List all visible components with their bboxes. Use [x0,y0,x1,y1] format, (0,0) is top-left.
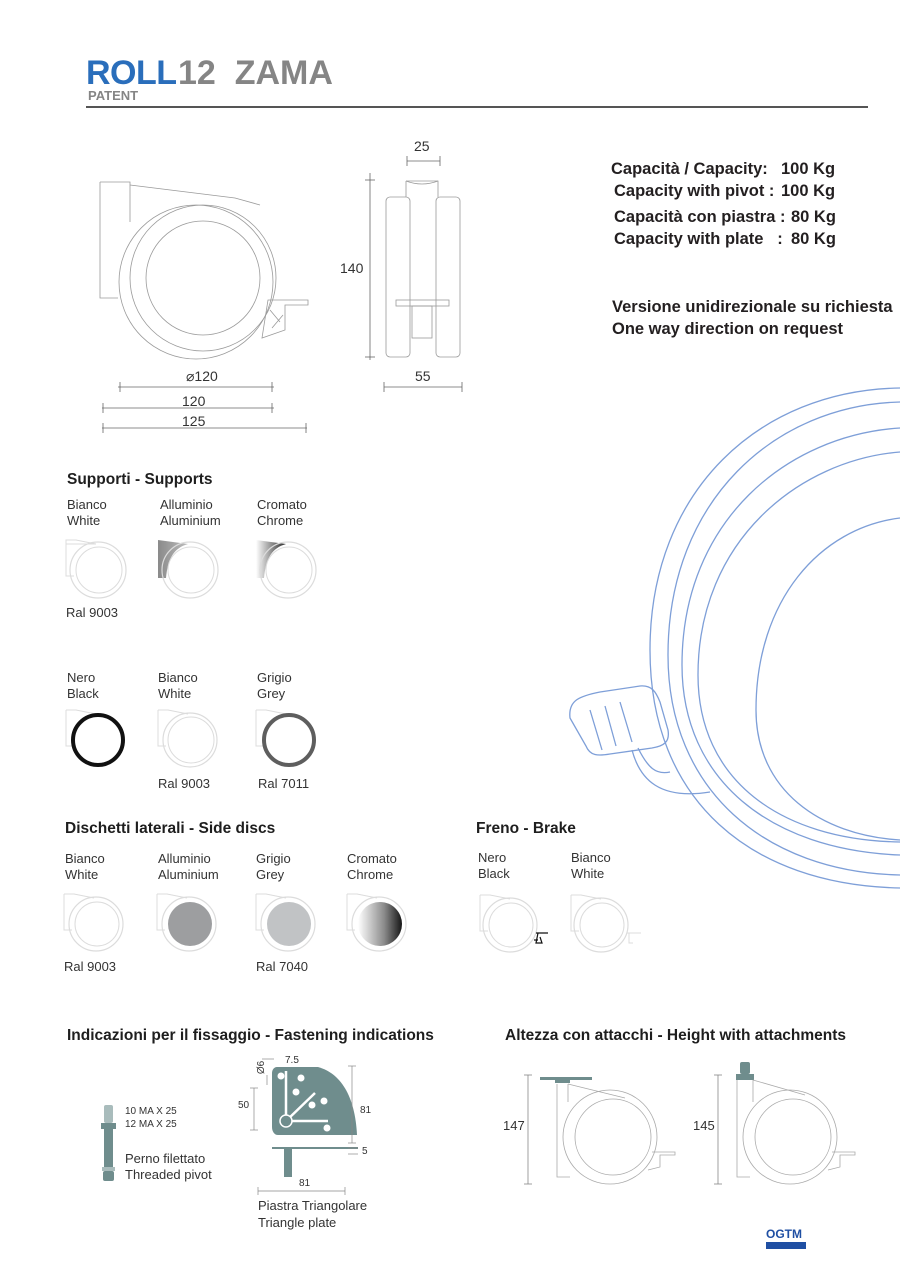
disc-grey-label [256,851,291,883]
plate-dim-81-width: 81 [299,1178,311,1189]
disc-white-ral: Ral 9003 [64,959,117,974]
disc-grey-ral: Ral 7040 [256,959,309,974]
wheel-grey-swatch [256,708,318,770]
capacity-plate-value: 80 Kg [791,230,836,248]
wheel-black-en: Black [67,686,99,701]
dim-top-width: 25 [414,138,430,154]
fastening-title: Indicazioni per il fissaggio - Fastening indications [67,1027,434,1044]
support-chrome-label [257,497,307,529]
title-model: 12 ZAMA [178,54,333,92]
caster-with-pivot-drawing [710,1062,870,1192]
disc-white-en: White [65,867,99,882]
brake-black-it: Nero [478,850,507,865]
wheel-grey-en: Grey [257,686,286,701]
brake-white-en: White [571,866,605,881]
capacity-plate-it-label: Capacità con piastra : [614,208,786,226]
pivot-spec-10: 10 MA X 25 [125,1106,177,1117]
supports-title: Supporti - Supports [67,471,213,488]
pivot-label-en: Threaded pivot [125,1167,212,1182]
capacity-label: Capacità / Capacity: [611,160,768,178]
support-white-it: Bianco [67,497,107,512]
logo-text: OGTM [766,1227,802,1241]
disc-grey-en: Grey [256,867,285,882]
note-english: One way direction on request [612,320,844,338]
brake-black-en: Black [478,866,510,881]
side-discs-title: Dischetti laterali - Side discs [65,820,276,837]
support-aluminium-swatch [158,538,220,600]
wheel-black-it: Nero [67,670,96,685]
height-title: Altezza con attacchi - Height with attachments [505,1027,847,1044]
support-white-en: White [67,513,101,528]
capacity-pivot-label: Capacity with pivot : [614,182,775,200]
dim-side-width: 55 [415,368,431,384]
brake-title: Freno - Brake [476,820,576,837]
dim-length-120: 120 [182,393,206,409]
support-aluminium-label [160,497,221,529]
disc-grey-it: Grigio [256,851,291,866]
brake-white-label [571,850,611,882]
wheel-grey-ral: Ral 7011 [258,776,310,791]
disc-grey-swatch [256,892,318,954]
disc-white-it: Bianco [65,851,105,866]
wheel-white-en: White [158,686,192,701]
disc-chrome-label [347,851,397,883]
plate-label-it: Piastra Triangolare [258,1198,368,1213]
dim-height: 140 [340,260,364,276]
disc-white-label [65,851,105,883]
support-chrome-it: Cromato [257,497,307,512]
support-aluminium-en: Aluminium [160,513,221,528]
caster-with-plate-drawing [520,1072,680,1192]
note-italian: Versione unidirezionale su richiesta [612,298,893,316]
wheel-white-label [158,670,198,702]
wheel-grey-label [257,670,292,702]
wheel-white-it: Bianco [158,670,198,685]
disc-chrome-swatch [347,892,409,954]
decorative-wheel-outline [560,380,900,900]
dim-length-125: 125 [182,413,206,429]
wheel-grey-it: Grigio [257,670,292,685]
disc-aluminium-swatch [157,892,219,954]
wheel-white-ral: Ral 9003 [158,776,211,791]
wheel-black-swatch [66,708,128,770]
wheel-white-swatch [158,708,220,770]
plate-dim-50: 50 [238,1100,250,1111]
support-white-ral: Ral 9003 [66,605,119,620]
support-white-swatch [66,538,128,600]
support-chrome-en: Chrome [257,513,304,528]
plate-label-en: Triangle plate [258,1215,337,1230]
plate-dim-7-5: 7.5 [285,1055,299,1066]
disc-chrome-en: Chrome [347,867,394,882]
brake-white-it: Bianco [571,850,611,865]
capacity-value: 100 Kg [781,160,836,178]
support-aluminium-it: Alluminio [160,497,213,512]
plate-dim-d6: Ø6 [256,1060,268,1075]
ogtm-logo [766,1228,806,1250]
wheel-black-label [67,670,99,702]
threaded-pivot-icon [100,1105,120,1183]
height-with-plate: 147 [503,1118,525,1133]
dim-diameter: ⌀120 [186,368,218,384]
plate-dim-81-height: 81 [360,1105,372,1116]
pivot-label-it: Perno filettato [125,1151,206,1166]
disc-aluminium-en: Aluminium [158,867,219,882]
disc-white-swatch [64,892,126,954]
brake-black-label [478,850,510,882]
height-with-pivot: 145 [693,1118,715,1133]
support-chrome-swatch [256,538,318,600]
pivot-spec-12: 12 MA X 25 [125,1119,177,1130]
title-subtitle: PATENT [88,88,139,103]
logo-bar [766,1242,806,1249]
brake-white-swatch [571,893,643,955]
disc-chrome-it: Cromato [347,851,397,866]
disc-aluminium-label [158,851,219,883]
title-brand: ROLL [86,54,177,92]
capacity-plate-label: Capacity with plate : [614,230,783,248]
wheel-front-view [386,181,460,357]
brake-black-swatch [480,893,552,955]
capacity-plate-it-value: 80 Kg [791,208,836,226]
plate-dim-5: 5 [362,1146,368,1157]
wheel-side-view [100,182,308,359]
capacity-pivot-value: 100 Kg [781,182,836,200]
disc-aluminium-it: Alluminio [158,851,211,866]
support-white-label [67,497,107,529]
